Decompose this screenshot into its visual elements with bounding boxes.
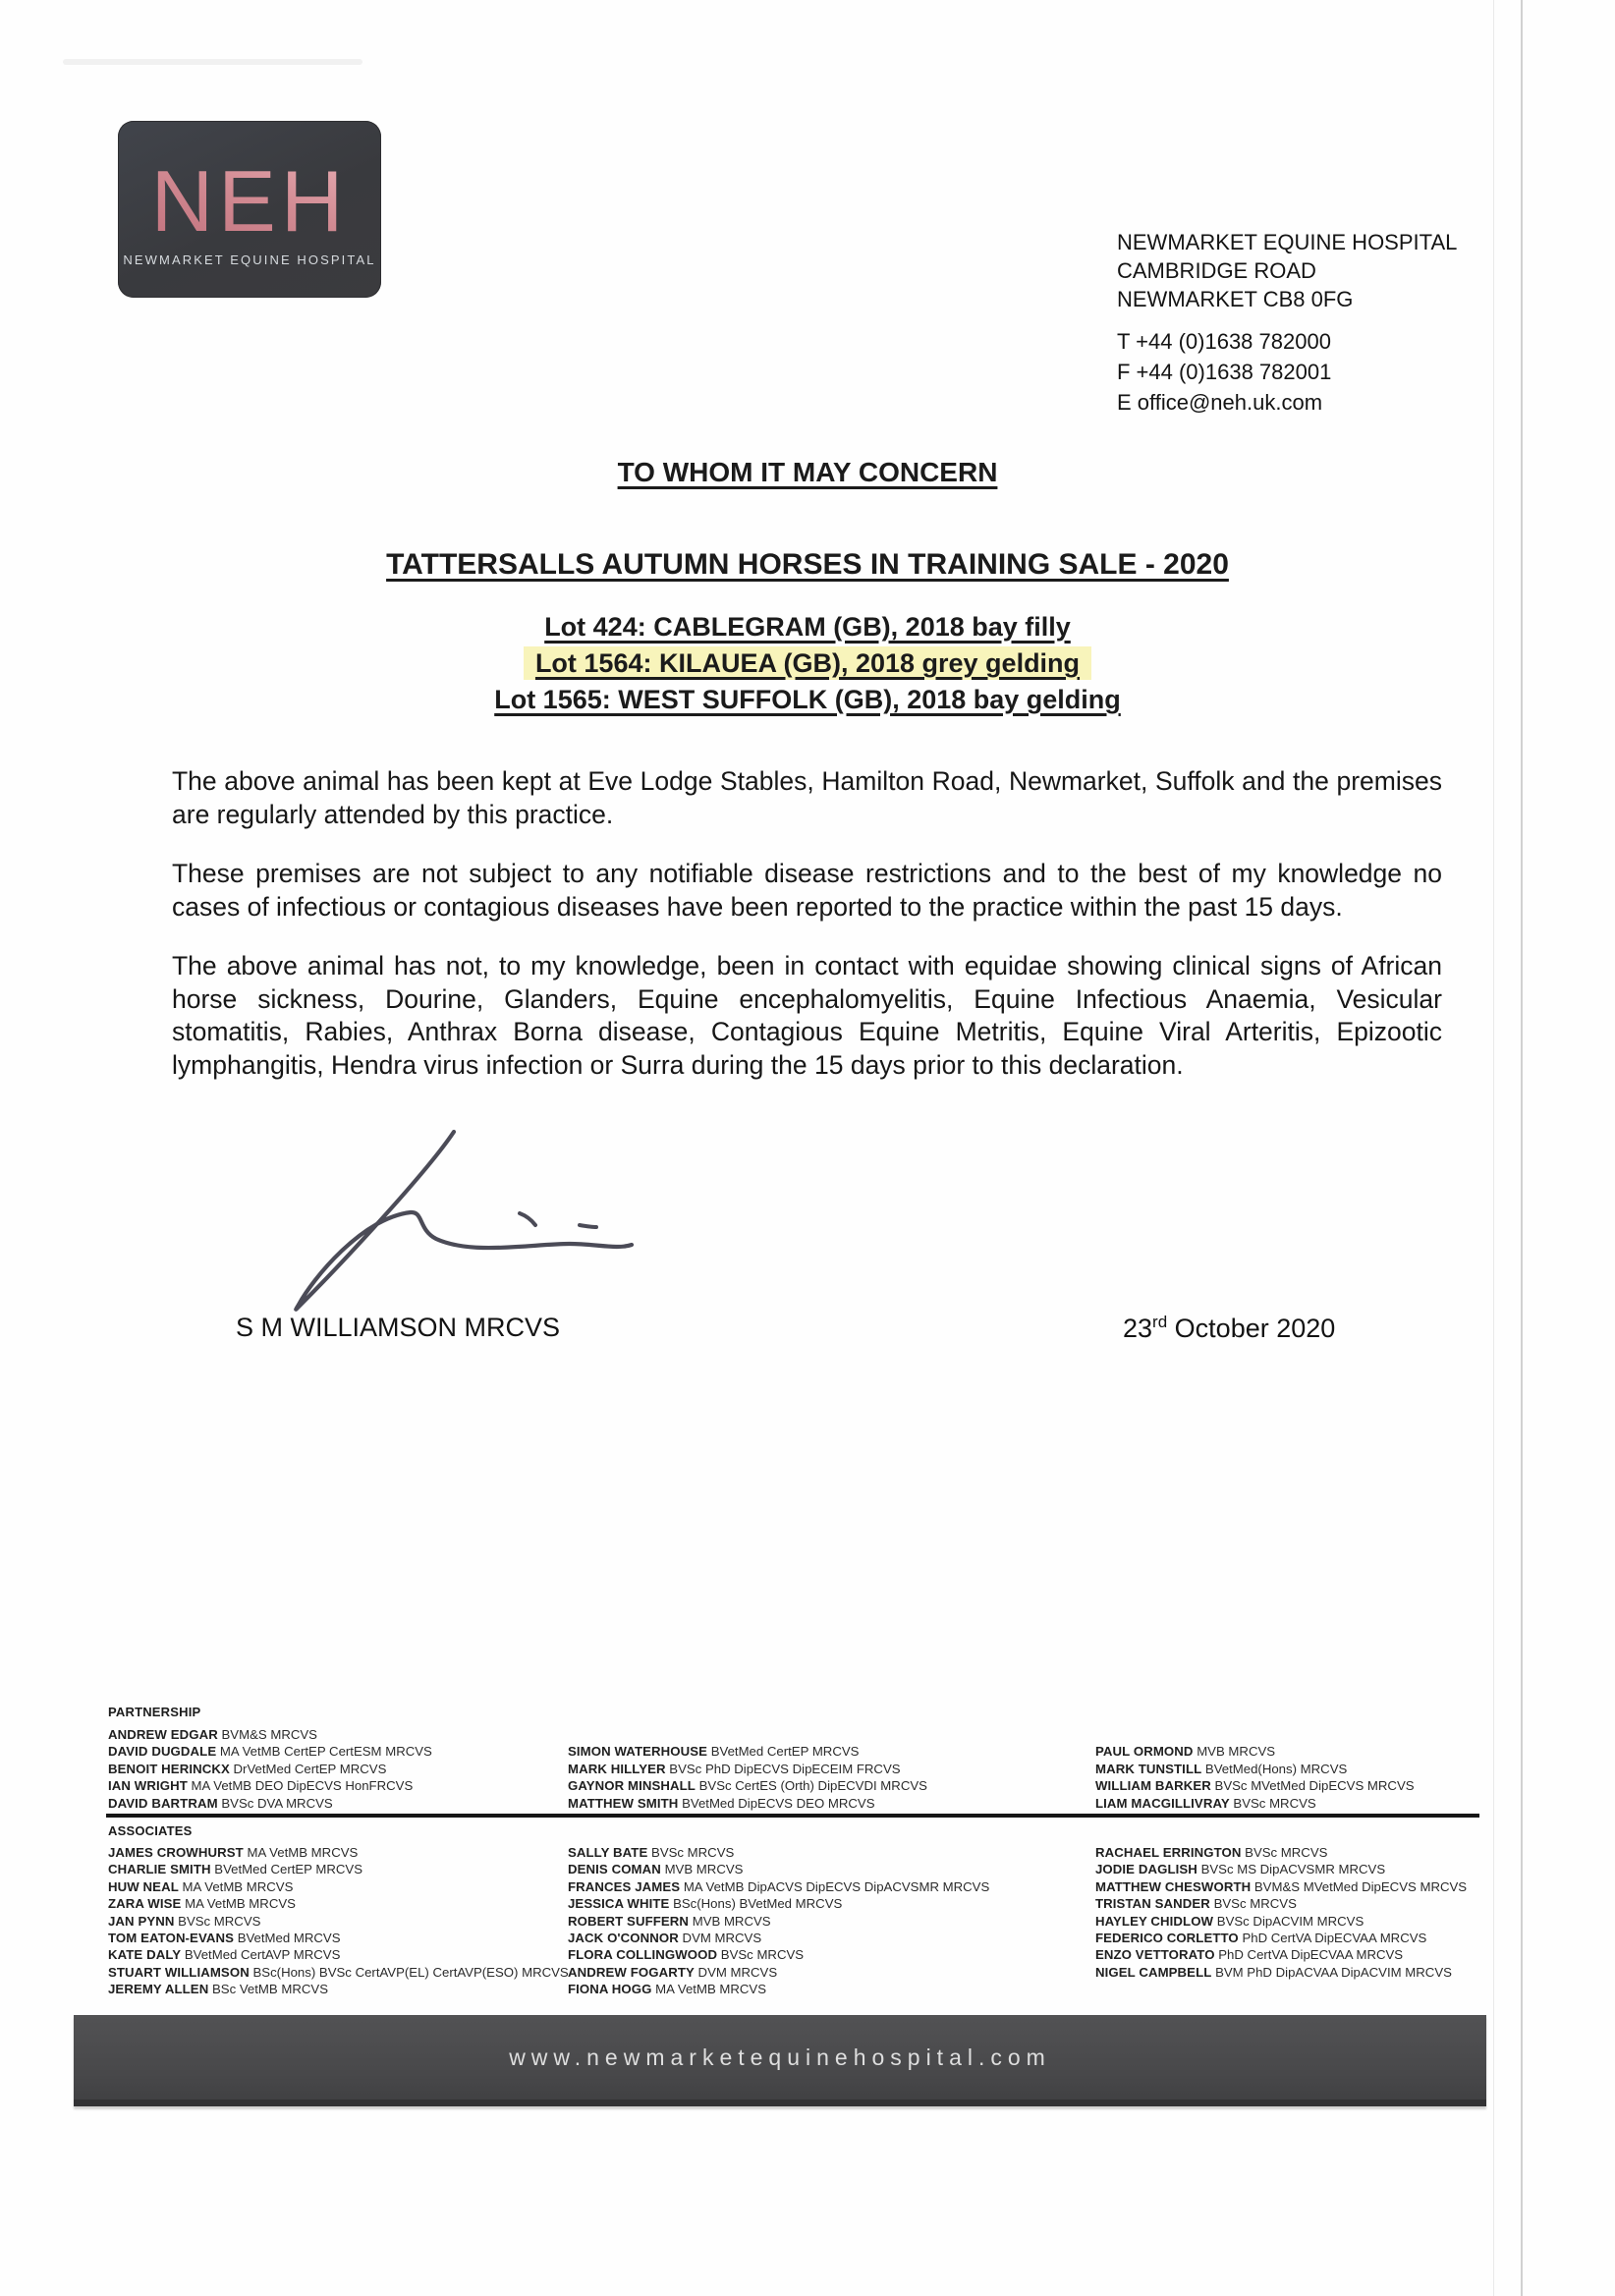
staff-member: IAN WRIGHT MA VetMB DEO DipECVS HonFRCVS xyxy=(108,1778,414,1794)
staff-member: BENOIT HERINCKX DrVetMed CertEP MRCVS xyxy=(108,1761,387,1776)
staff-member: HUW NEAL MA VetMB MRCVS xyxy=(108,1878,294,1894)
staff-member: JEREMY ALLEN BSc VetMB MRCVS xyxy=(108,1982,328,1997)
staff-member: TRISTAN SANDER BVSc MRCVS xyxy=(1095,1896,1297,1912)
partnership-heading: PARTNERSHIP xyxy=(108,1705,201,1719)
staff-member: NIGEL CAMPBELL BVM PhD DipACVAA DipACVIM MRCVS xyxy=(1095,1964,1452,1980)
associates-column-3 xyxy=(1095,1844,1467,1981)
associates-column-2 xyxy=(568,1844,989,1998)
lot-line: Lot 424: CABLEGRAM (GB), 2018 bay filly xyxy=(544,612,1071,642)
staff-member: PAUL ORMOND MVB MRCVS xyxy=(1095,1744,1276,1760)
staff-member: RACHAEL ERRINGTON BVSc MRCVS xyxy=(1095,1845,1328,1860)
address-line: CAMBRIDGE ROAD xyxy=(1117,258,1316,283)
footer-bar xyxy=(74,2015,1486,2106)
staff-member: HAYLEY CHIDLOW BVSc DipACVIM MRCVS xyxy=(1095,1913,1364,1929)
lot-line-highlighted: Lot 1564: KILAUEA (GB), 2018 grey gelding xyxy=(0,645,1615,682)
signer-name: S M WILLIAMSON MRCVS xyxy=(236,1313,561,1342)
associates-heading: ASSOCIATES xyxy=(108,1823,193,1838)
staff-member: JESSICA WHITE BSc(Hons) BVetMed MRCVS xyxy=(568,1896,843,1912)
staff-member: DAVID BARTRAM BVSc DVA MRCVS xyxy=(108,1795,333,1811)
staff-member: JODIE DAGLISH BVSc MS DipACVSMR MRCVS xyxy=(1095,1862,1386,1877)
partnership-column-1 xyxy=(108,1726,432,1812)
staff-member: FEDERICO CORLETTO PhD CertVA DipECVAA MRCVS xyxy=(1095,1931,1427,1946)
staff-member: KATE DALY BVetMed CertAVP MRCVS xyxy=(108,1947,341,1963)
staff-member: FIONA HOGG MA VetMB MRCVS xyxy=(568,1982,767,1997)
salutation-heading: TO WHOM IT MAY CONCERN xyxy=(617,457,998,487)
address-line: NEWMARKET EQUINE HOSPITAL xyxy=(1117,230,1458,254)
body-paragraph: These premises are not subject to any notifiable disease restrictions and to the best of my knowledge no cases of infectious or contagious diseases have been reported to the practice within the past 15 days. xyxy=(172,859,1442,922)
staff-member: JAN PYNN BVSc MRCVS xyxy=(108,1913,261,1929)
staff-section-divider xyxy=(106,1814,1479,1818)
scan-artifact-vertical-line-faint xyxy=(1493,0,1494,2296)
staff-member: MARK TUNSTILL BVetMed(Hons) MRCVS xyxy=(1095,1761,1348,1776)
staff-member: WILLIAM BARKER BVSc MVetMed DipECVS MRCVS xyxy=(1095,1778,1415,1794)
lot-line: Lot 1565: WEST SUFFOLK (GB), 2018 bay gelding xyxy=(494,685,1121,714)
letterhead-address xyxy=(1117,228,1457,418)
lot-list xyxy=(0,609,1615,718)
staff-member: FLORA COLLINGWOOD BVSc MRCVS xyxy=(568,1947,805,1963)
staff-member: LIAM MACGILLIVRAY BVSc MRCVS xyxy=(1095,1795,1316,1811)
scan-artifact-streak xyxy=(63,59,362,65)
email-line: E office@neh.uk.com xyxy=(1117,390,1323,415)
sale-title-heading: TATTERSALLS AUTUMN HORSES IN TRAINING SALE - 2020 xyxy=(386,548,1229,581)
staff-member: ANDREW FOGARTY DVM MRCVS xyxy=(568,1964,778,1980)
phone-line: T +44 (0)1638 782000 xyxy=(1117,329,1331,354)
website-url: www.newmarketequinehospital.com xyxy=(509,2044,1051,2070)
letter-date: 23rd October 2020 xyxy=(1123,1313,1336,1343)
neh-logo xyxy=(118,121,381,298)
letter-body xyxy=(172,765,1442,1108)
partnership-column-3 xyxy=(1095,1726,1415,1812)
body-paragraph: The above animal has been kept at Eve Lodge Stables, Hamilton Road, Newmarket, Suffolk and the premises are regularly attended by this practice. xyxy=(172,766,1442,829)
staff-member: STUART WILLIAMSON BSc(Hons) BVSc CertAVP(EL) CertAVP(ESO) MRCVS xyxy=(108,1964,569,1980)
neh-logo-text: NEH xyxy=(150,151,349,250)
staff-member: JACK O'CONNOR DVM MRCVS xyxy=(568,1931,762,1946)
staff-member: ROBERT SUFFERN MVB MRCVS xyxy=(568,1913,771,1929)
associates-column-1 xyxy=(108,1844,569,1998)
fax-line: F +44 (0)1638 782001 xyxy=(1117,360,1332,384)
partnership-column-2 xyxy=(568,1726,927,1812)
scan-artifact-vertical-line xyxy=(1521,0,1523,2296)
neh-logo-tagline: NEWMARKET EQUINE HOSPITAL xyxy=(123,252,376,267)
staff-member: GAYNOR MINSHALL BVSc CertES (Orth) DipECVDI MRCVS xyxy=(568,1778,927,1794)
contact-lines xyxy=(1117,326,1457,418)
staff-member: ENZO VETTORATO PhD CertVA DipECVAA MRCVS xyxy=(1095,1947,1404,1963)
staff-member: JAMES CROWHURST MA VetMB MRCVS xyxy=(108,1845,359,1860)
body-paragraph: The above animal has not, to my knowledge, been in contact with equidae showing clinical signs of African horse sickness, Dourine, Glanders, Equine encephalomyelitis, Equine Infectious Anaemia, Vesicular stomatitis, Rabies, Anthrax Borna disease, Contagious Equine Metritis, Equine Viral Arteritis, Epizootic lymphangitis, Hendra virus infection or Surra during the 15 days prior to this declaration. xyxy=(172,951,1442,1080)
staff-member: ZARA WISE MA VetMB MRCVS xyxy=(108,1896,296,1912)
staff-member: MARK HILLYER BVSc PhD DipECVS DipECEIM FRCVS xyxy=(568,1761,901,1776)
staff-member: CHARLIE SMITH BVetMed CertEP MRCVS xyxy=(108,1862,363,1877)
staff-member: SALLY BATE BVSc MRCVS xyxy=(568,1845,735,1860)
staff-member: FRANCES JAMES MA VetMB DipACVS DipECVS DipACVSMR MRCVS xyxy=(568,1878,990,1894)
staff-member: TOM EATON-EVANS BVetMed MRCVS xyxy=(108,1931,341,1946)
staff-member: DAVID DUGDALE MA VetMB CertEP CertESM MRCVS xyxy=(108,1744,432,1760)
staff-member: DENIS COMAN MVB MRCVS xyxy=(568,1862,744,1877)
handwritten-signature xyxy=(234,1122,646,1328)
address-line: NEWMARKET CB8 0FG xyxy=(1117,287,1354,311)
staff-member: SIMON WATERHOUSE BVetMed CertEP MRCVS xyxy=(568,1744,860,1760)
staff-member: MATTHEW SMITH BVetMed DipECVS DEO MRCVS xyxy=(568,1795,875,1811)
staff-member: MATTHEW CHESWORTH BVM&S MVetMed DipECVS MRCVS xyxy=(1095,1878,1468,1894)
staff-member: ANDREW EDGAR BVM&S MRCVS xyxy=(108,1727,317,1742)
